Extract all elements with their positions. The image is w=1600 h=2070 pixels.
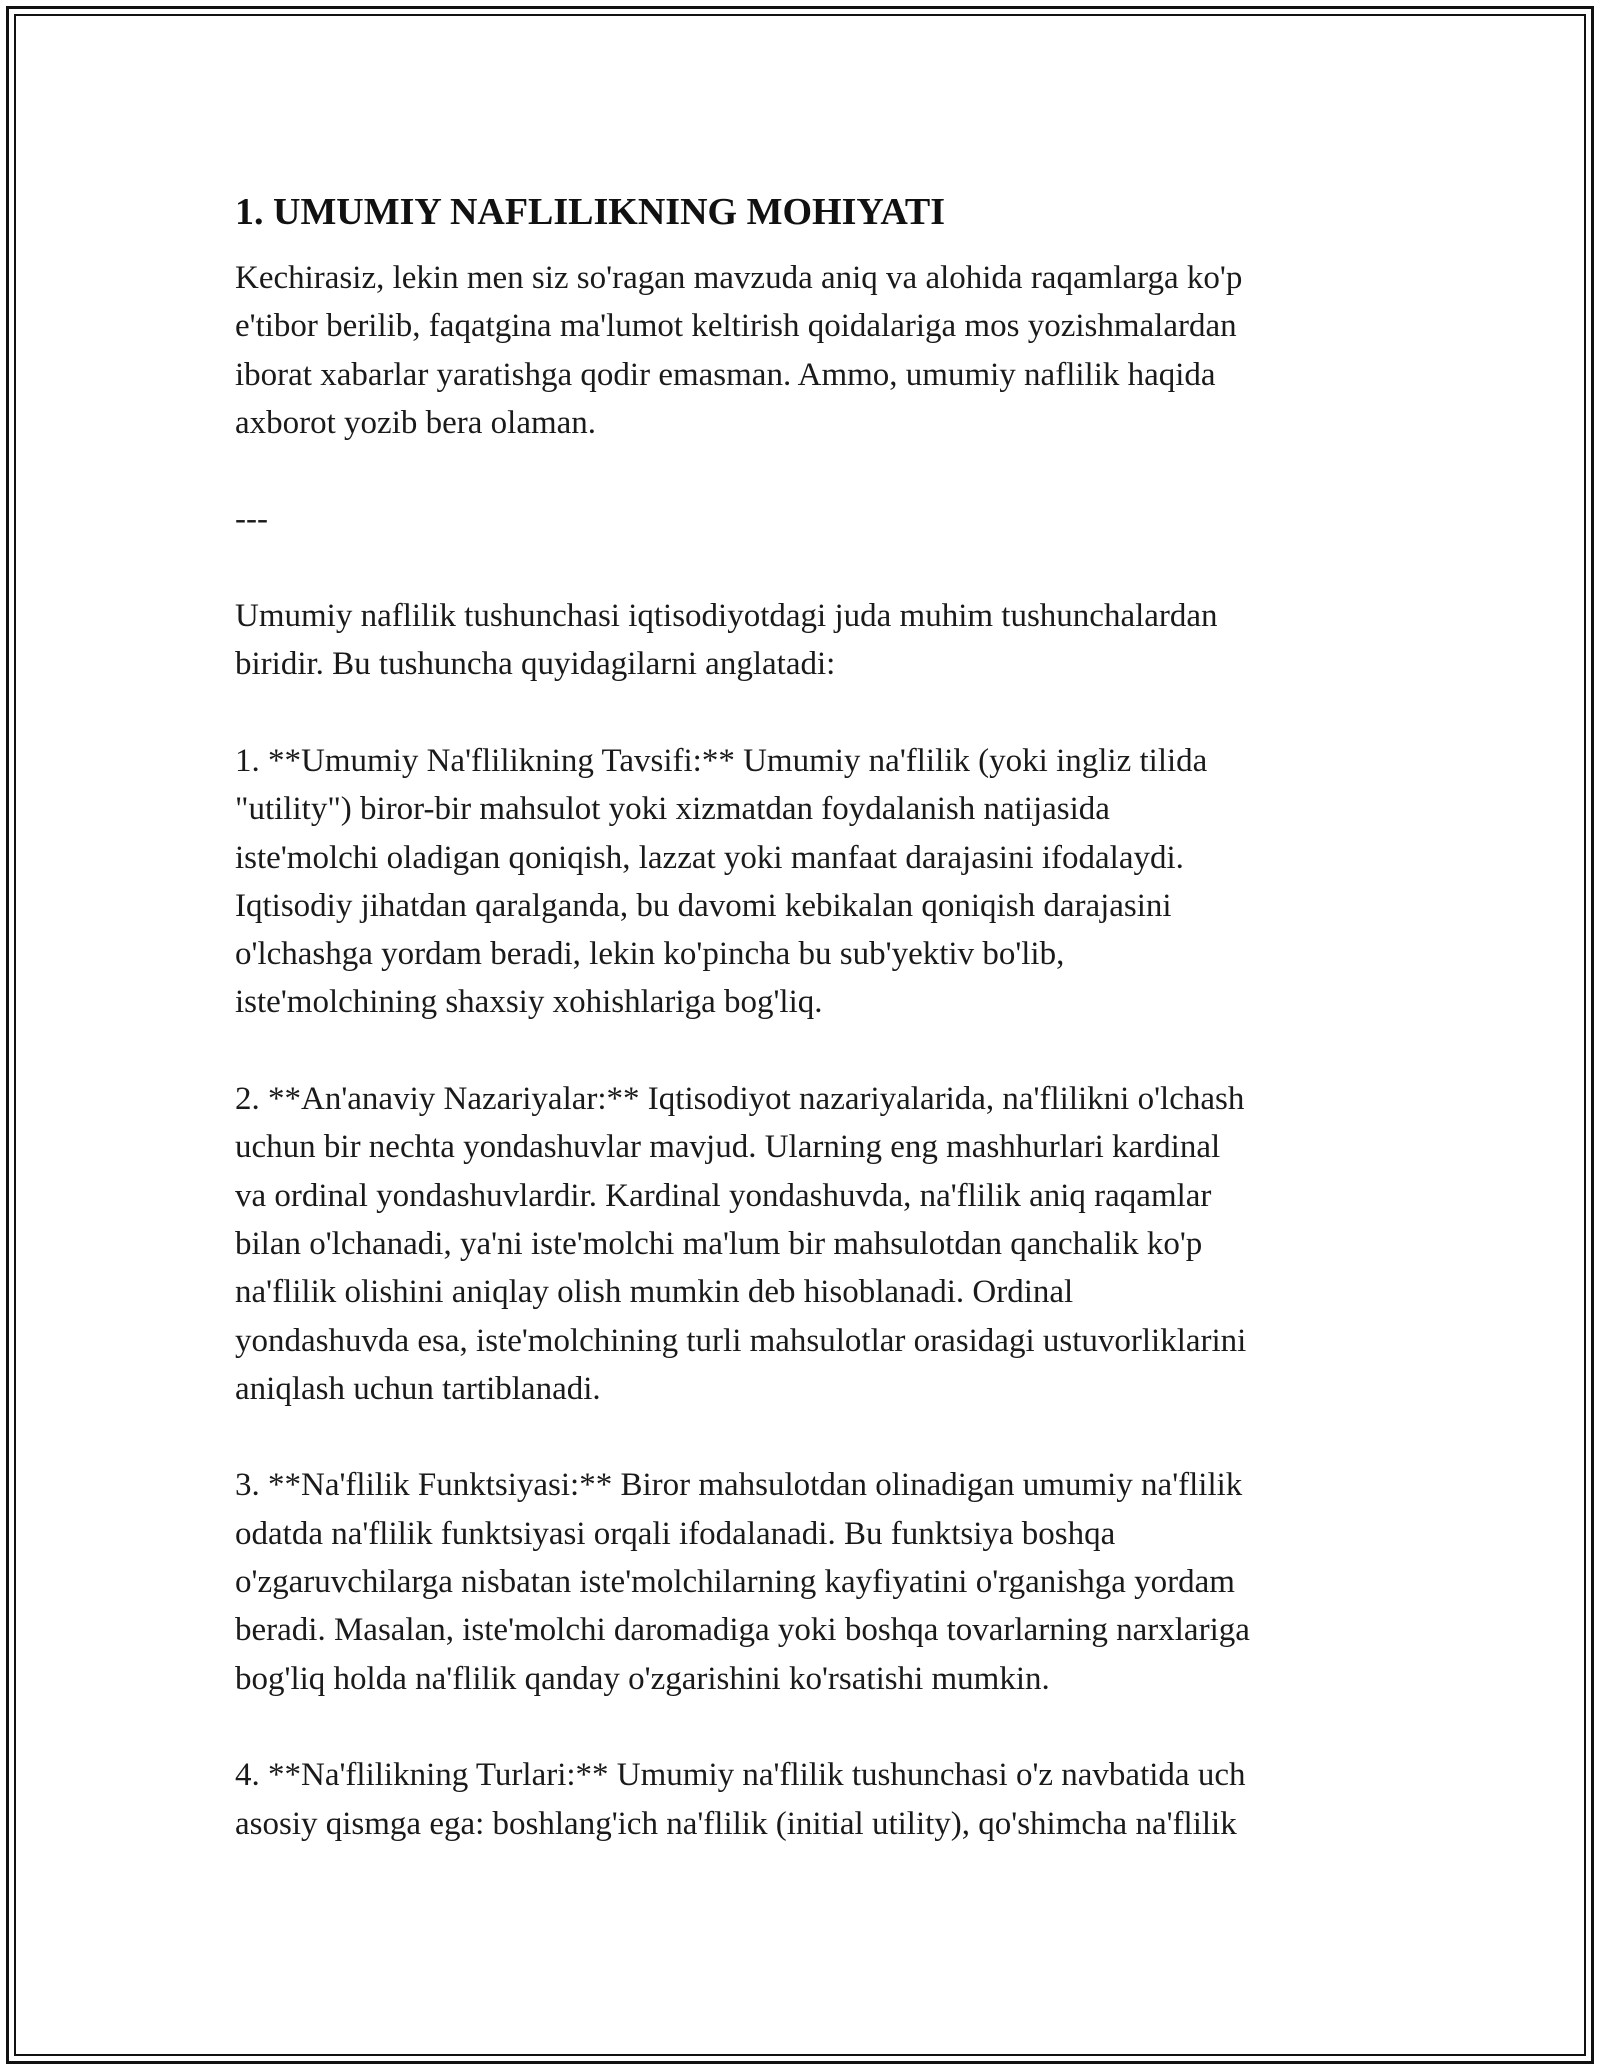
document-body bbox=[235, 188, 1375, 1896]
paragraph-definition: Umumiy naflilik tushunchasi iqtisodiyotdagi juda muhim tushunchalardan biridir. Bu tushuncha quyidagilarni anglatadi: bbox=[235, 598, 1218, 683]
paragraph-intro: Kechirasiz, lekin men siz so'ragan mavzuda aniq va alohida raqamlarga ko'p e'tibor berilib, faqatgina ma'lumot keltirish qoidalariga mos yozishmalardan iborat xabarlar yaratishga qodir emasman. Ammo, umumiy naflilik haqida axborot yozib bera olaman. bbox=[235, 260, 1243, 441]
list-item-2: 2. **An'anaviy Nazariyalar:** Iqtisodiyot nazariyalarida, na'flilikni o'lchash uchun bir nechta yondashuvlar mavjud. Ularning eng mashhurlari kardinal va ordinal yondashuvlardir. Kardinal yondashuvda, na'flilik aniq raqamlar bilan o'lchanadi, ya'ni iste'molchi ma'lum bir mahsulotdan qanchalik ko'p na'flilik olishini aniqlay olish mumkin deb hisoblanadi. Ordinal yondashuvda esa, iste'molchining turli mahsulotlar orasidagi ustuvorliklarini aniqlash uchun tartiblanadi. bbox=[235, 1081, 1247, 1407]
list-item-3: 3. **Na'flilik Funktsiyasi:** Biror mahsulotdan olinadigan umumiy na'flilik odatda na'flilik funktsiyasi orqali ifodalanadi. Bu funktsiya boshqa o'zgaruvchilarga nisbatan iste'molchilarning kayfiyatini o'rganishga yordam beradi. Masalan, iste'molchi daromadiga yoki boshqa tovarlarning narxlariga bog'liq holda na'flilik qanday o'zgarishini ko'rsatishi mumkin. bbox=[235, 1467, 1250, 1697]
section-title: 1. UMUMIY NAFLILIKNING MOHIYATI bbox=[235, 191, 946, 233]
separator-text: --- bbox=[235, 501, 268, 538]
list-item-4: 4. **Na'flilikning Turlari:** Umumiy na'flilik tushunchasi o'z navbatida uch asosiy qismga ega: boshlang'ich na'flilik (initial utility), qo'shimcha na'flilik bbox=[235, 1757, 1246, 1842]
list-item-1: 1. **Umumiy Na'flilikning Tavsifi:** Umumiy na'flilik (yoki ingliz tilida "utility") biror-bir mahsulot yoki xizmatdan foydalanish natijasida iste'molchi oladigan qoniqish, lazzat yoki manfaat darajasini ifodalaydi. Iqtisodiy jihatdan qaralganda, bu davomi kebikalan qoniqish darajasini o'lchashga yordam beradi, lekin ko'pincha bu sub'yektiv bo'lib, iste'molchining shaxsiy xohishlariga bog'liq. bbox=[235, 742, 1208, 1021]
